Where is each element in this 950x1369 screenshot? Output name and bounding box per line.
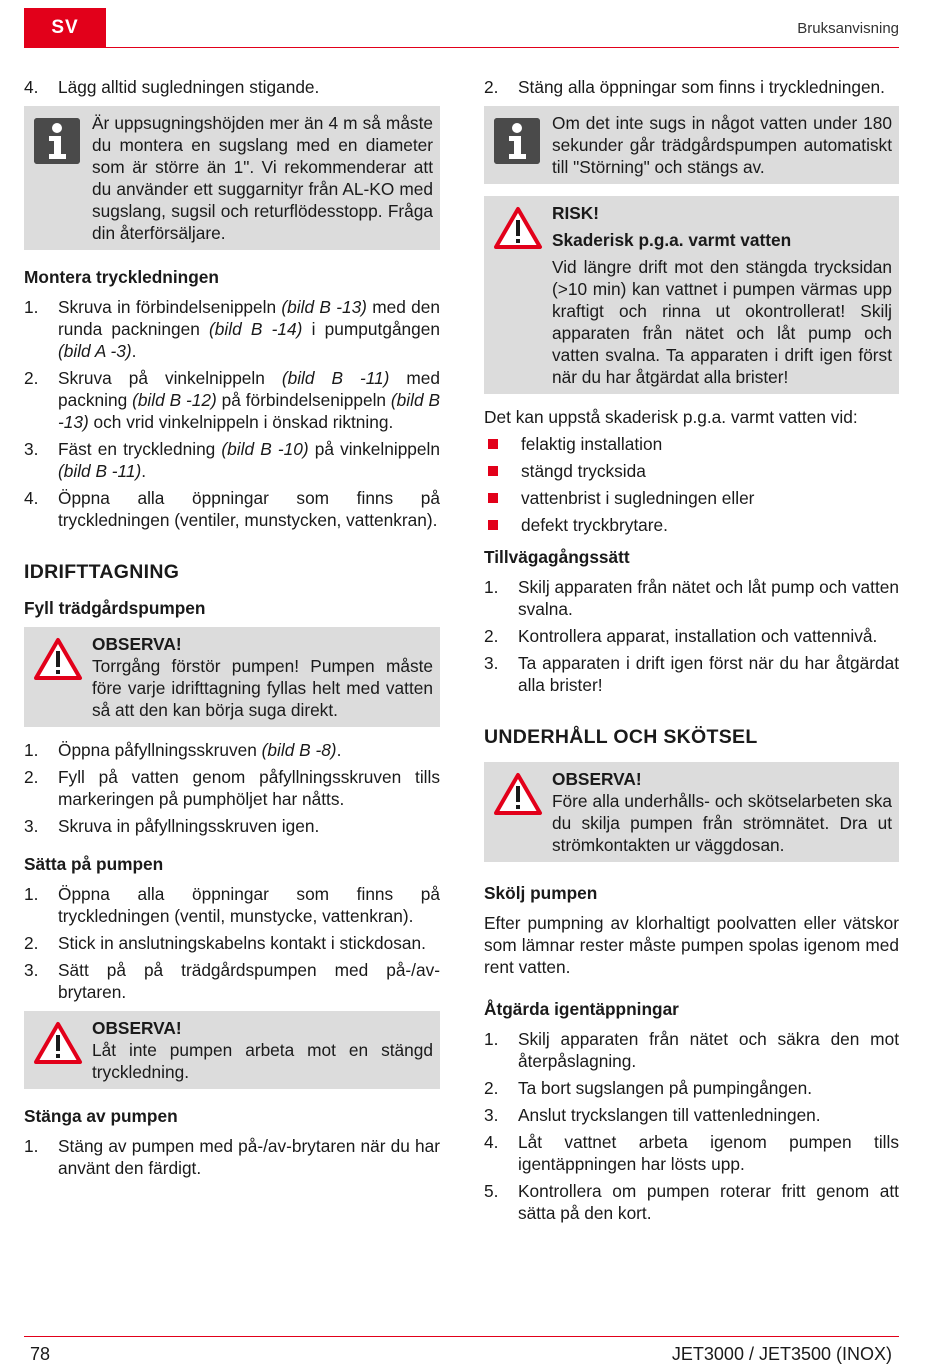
info-text: Är uppsugningshöjden mer än 4 m så måste du montera en sugslang med en diameter som är större än 1". Vi rekommenderar att du använder ett suggarnityr från AL-KO med sugslang, sugsil och returflödesstopp. Fråga din återförsäljare. — [92, 113, 433, 243]
page-number: 78 — [30, 1344, 51, 1364]
list-item: 1. Öppna alla öppningar som finns på tryckledningen (ventil, munstycke, vattenkran). — [24, 884, 440, 926]
bullet-square-icon — [488, 439, 498, 449]
rinse-text: Efter pumpning av klorhaltigt poolvatten eller vätskor som lämnar rester måste pumpen spolas igenom med rent vatten. — [484, 913, 899, 977]
info-box-suction-height — [24, 106, 440, 250]
info-icon — [494, 118, 540, 164]
list-item: 1. Öppna påfyllningsskruven (bild B -8). — [24, 740, 342, 760]
warning-icon — [493, 206, 543, 250]
footer-divider — [24, 1336, 899, 1337]
list-item: 1. Skruva in förbindelsenippeln (bild B -13) med den runda packningen (bild B -14) i pumputgången (bild A -3). — [24, 297, 440, 361]
list-item: 4. Lägg alltid sugledningen stigande. — [24, 77, 320, 97]
chapter-heading: UNDERHÅLL OCH SKÖTSEL — [484, 726, 758, 748]
list-item: 3. Ta apparaten i drift igen först när du har åtgärdat alla brister! — [484, 653, 899, 695]
warning-box-dry-run — [24, 627, 440, 727]
risk-title: RISK! — [552, 203, 600, 223]
bullet-square-icon — [488, 466, 498, 476]
section-heading: Tillvägagångssätt — [484, 547, 630, 567]
header-title: Bruksanvisning — [797, 20, 899, 37]
list-item: 2. Stick in anslutningskabelns kontakt i stickdosan. — [24, 933, 426, 953]
warning-icon — [493, 772, 543, 816]
list-item: 5. Kontrollera om pumpen roterar fritt genom att sätta på den kort. — [484, 1181, 899, 1223]
bullet-square-icon — [488, 520, 498, 530]
header-divider — [24, 47, 899, 48]
warning-title: OBSERVA! — [552, 769, 642, 789]
list-item: 2. Stäng alla öppningar som finns i tryckledningen. — [484, 77, 885, 97]
warning-title: OBSERVA! — [92, 634, 182, 654]
language-tab: SV — [24, 8, 106, 48]
section-heading: Åtgärda igentäppningar — [484, 999, 679, 1019]
section-heading: Skölj pumpen — [484, 883, 598, 903]
risk-causes-list — [484, 433, 899, 536]
info-text: Om det inte sugs in något vatten under 180 sekunder går trädgårdspumpen automatiskt till "Störning" och stängs av. — [552, 113, 892, 177]
info-box-timeout — [484, 106, 899, 184]
warning-text: Torrgång förstör pumpen! Pumpen måste före varje idrifttagning fyllas helt med vatten så att den kan börja suga direkt. — [92, 656, 433, 720]
info-icon — [34, 118, 80, 164]
warning-text: Låt inte pumpen arbeta mot en stängd tryckledning. — [92, 1040, 433, 1082]
unclog-steps — [484, 1028, 899, 1224]
risk-intro: Det kan uppstå skaderisk p.g.a. varmt vatten vid: — [484, 407, 858, 427]
list-item: defekt tryckbrytare. — [484, 514, 899, 536]
right-column — [484, 76, 899, 1232]
section-heading: Montera tryckledningen — [24, 267, 219, 287]
list-item: 3. Sätt på på trädgårdspumpen med på-/av-brytaren. — [24, 960, 440, 1002]
list-item: 1. Skilj apparaten från nätet och låt pump och vatten svalna. — [484, 577, 899, 619]
fill-steps — [24, 739, 440, 837]
list-item: stängd trycksida — [484, 460, 899, 482]
pressure-line-steps — [24, 296, 440, 531]
list-item: felaktig installation — [484, 433, 899, 455]
warning-text: Före alla underhålls- och skötselarbeten ska du skilja pumpen från strömnätet. Dra ut strömkontakten ur väggdosan. — [552, 791, 892, 855]
section-heading: Fyll trädgårdspumpen — [24, 598, 206, 618]
left-column — [24, 76, 440, 1187]
chapter-heading: IDRIFTTAGNING — [24, 561, 180, 583]
model-name: JET3000 / JET3500 (INOX) — [671, 1344, 892, 1364]
list-item: 3. Skruva in påfyllningsskruven igen. — [24, 816, 320, 836]
risk-box-hot-water — [484, 196, 899, 394]
list-item: 3. Fäst en tryckledning (bild B -10) på vinkelnippeln (bild B -11). — [24, 439, 440, 481]
suction-step-list — [24, 76, 440, 98]
list-item: 4. Låt vattnet arbeta igenom pumpen tills igentäppningen har lösts upp. — [484, 1132, 899, 1174]
warning-title: OBSERVA! — [92, 1018, 182, 1038]
list-item: 4. Öppna alla öppningar som finns på tryckledningen (ventiler, munstycken, vattenkran). — [24, 488, 440, 530]
list-item: 2. Ta bort sugslangen på pumpingången. — [484, 1078, 812, 1098]
switch-on-steps — [24, 883, 440, 1003]
section-heading: Stänga av pumpen — [24, 1106, 178, 1126]
risk-text: Vid längre drift mot den stängda trycksidan (>10 min) kan vattnet i pumpen värmas upp kraftigt och rinna ut okontrollerat! Skilj apparaten från nätet och låt pump och vatten svalna. Ta apparaten i drift igen först när du har åtgärdat alla brister! — [552, 257, 892, 387]
list-item: 2. Fyll på vatten genom påfyllningsskruven tills markeringen på pumphöljet har nåtts. — [24, 767, 440, 809]
section-heading: Sätta på pumpen — [24, 854, 164, 874]
warning-icon — [33, 1021, 83, 1065]
bullet-square-icon — [488, 493, 498, 503]
warning-icon — [33, 637, 83, 681]
warning-box-maintenance — [484, 762, 899, 862]
list-item: 1. Stäng av pumpen med på-/av-brytaren när du har använt den färdigt. — [24, 1136, 440, 1178]
procedure-steps — [484, 576, 899, 696]
list-item: 1. Skilj apparaten från nätet och säkra den mot återpåslagning. — [484, 1029, 899, 1071]
list-item: 3. Anslut tryckslangen till vattenledningen. — [484, 1105, 821, 1125]
list-item: vattenbrist i sugledningen eller — [484, 487, 899, 509]
switch-off-steps — [24, 1135, 440, 1179]
list-item: 2. Kontrollera apparat, installation och vattennivå. — [484, 626, 878, 646]
warning-box-closed-line — [24, 1011, 440, 1089]
list-item: 2. Skruva på vinkelnippeln (bild B -11) med packning (bild B -12) på förbindelsenippeln (bild B -13) och vrid vinkelnippeln i önskad riktning. — [24, 368, 441, 432]
risk-subtitle: Skaderisk p.g.a. varmt vatten — [552, 230, 792, 250]
close-openings-step — [484, 76, 899, 98]
